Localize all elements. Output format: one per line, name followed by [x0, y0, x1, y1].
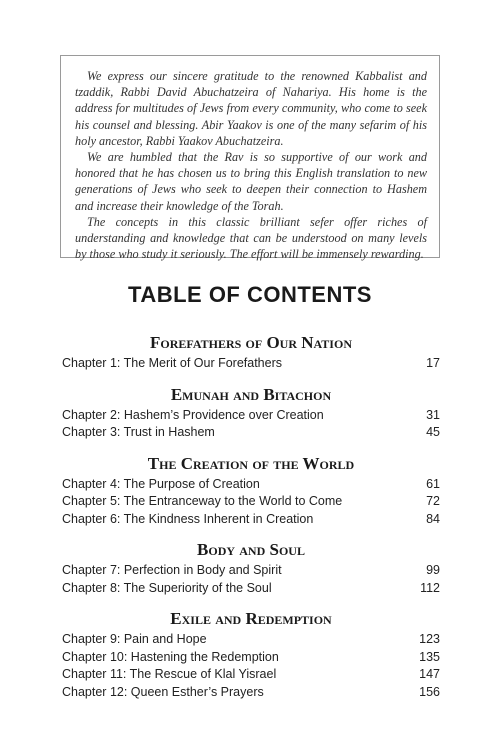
chapter-title: Chapter 12: Queen Esther’s Prayers: [62, 684, 264, 699]
chapter-title: Chapter 2: Hashem’s Providence over Creation: [62, 407, 324, 422]
chapter-title: Chapter 8: The Superiority of the Soul: [62, 580, 272, 595]
chapter-entry[interactable]: [62, 511, 440, 529]
chapter-title: Chapter 3: Trust in Hashem: [62, 425, 215, 439]
section-heading: Body and Soul: [197, 540, 305, 559]
chapter-title: Chapter 6: The Kindness Inherent in Creation: [62, 511, 314, 526]
acknowledgement-paragraph: We express our sincere gratitude to the renowned Kabbalist and tzaddik, Rabbi David Abuchatzeira of Nahariya. His home is the address for multitudes of Jews from every community, who come to seek his counsel and blessing. Abir Yaakov is one of the many sefarim of his holy ancestor, Rabbi Yaakov Abuchatzeira.: [75, 69, 427, 148]
table-of-contents: [62, 333, 440, 713]
chapter-entry[interactable]: [62, 562, 440, 580]
chapter-entry[interactable]: [62, 666, 440, 684]
toc-section: [62, 454, 440, 529]
chapter-entry[interactable]: [62, 649, 440, 667]
chapter-page-number: 112: [420, 580, 440, 595]
chapter-page-number: 45: [426, 425, 440, 439]
toc-section: [62, 333, 440, 373]
chapter-title: Chapter 10: Hastening the Redemption: [62, 649, 279, 664]
chapter-page-number: 135: [419, 649, 440, 664]
chapter-page-number: 31: [426, 407, 440, 422]
chapter-title: Chapter 5: The Entranceway to the World to Come: [62, 494, 343, 508]
toc-section: [62, 385, 440, 442]
chapter-page-number: 72: [426, 494, 440, 508]
chapter-title: Chapter 9: Pain and Hope: [62, 632, 207, 646]
section-heading: Forefathers of Our Nation: [150, 333, 352, 352]
acknowledgement-paragraph: We are humbled that the Rav is so supportive of our work and honored that he has chosen us to bring this English translation to new generations of Jews who seek to deepen their connection to Hashem and increase their knowledge of the Torah.: [75, 150, 427, 213]
chapter-page-number: 84: [426, 511, 440, 526]
page-title: TABLE OF CONTENTS: [128, 282, 372, 307]
chapter-page-number: 99: [426, 563, 440, 577]
chapter-title: Chapter 11: The Rescue of Klal Yisrael: [62, 667, 277, 681]
chapter-entry[interactable]: [62, 684, 440, 702]
chapter-entry[interactable]: [62, 424, 440, 442]
chapter-entry[interactable]: [62, 476, 440, 494]
chapter-title: Chapter 4: The Purpose of Creation: [62, 476, 260, 491]
chapter-page-number: 61: [426, 476, 440, 491]
toc-section: [62, 540, 440, 597]
chapter-page-number: 156: [419, 684, 440, 699]
toc-section: [62, 609, 440, 701]
chapter-entry[interactable]: [62, 580, 440, 598]
chapter-title: Chapter 7: Perfection in Body and Spirit: [62, 563, 282, 577]
chapter-page-number: 17: [426, 356, 440, 370]
section-heading: The Creation of the World: [147, 453, 355, 473]
chapter-page-number: 123: [419, 632, 440, 646]
acknowledgement-box: [60, 55, 440, 262]
chapter-entry[interactable]: [62, 355, 440, 373]
chapter-title: Chapter 1: The Merit of Our Forefathers: [62, 356, 283, 370]
section-heading: Exile and Redemption: [170, 609, 332, 628]
chapter-entry[interactable]: [62, 407, 440, 425]
acknowledgement-paragraph: The concepts in this classic brilliant sefer offer riches of understanding and knowledge that can be understood on many levels by those who study it seriously. The effort will be immensely rewarding.: [75, 214, 427, 262]
chapter-page-number: 147: [419, 667, 440, 681]
chapter-entry[interactable]: [62, 631, 440, 649]
chapter-entry[interactable]: [62, 493, 440, 511]
section-heading: Emunah and Bitachon: [170, 384, 332, 404]
